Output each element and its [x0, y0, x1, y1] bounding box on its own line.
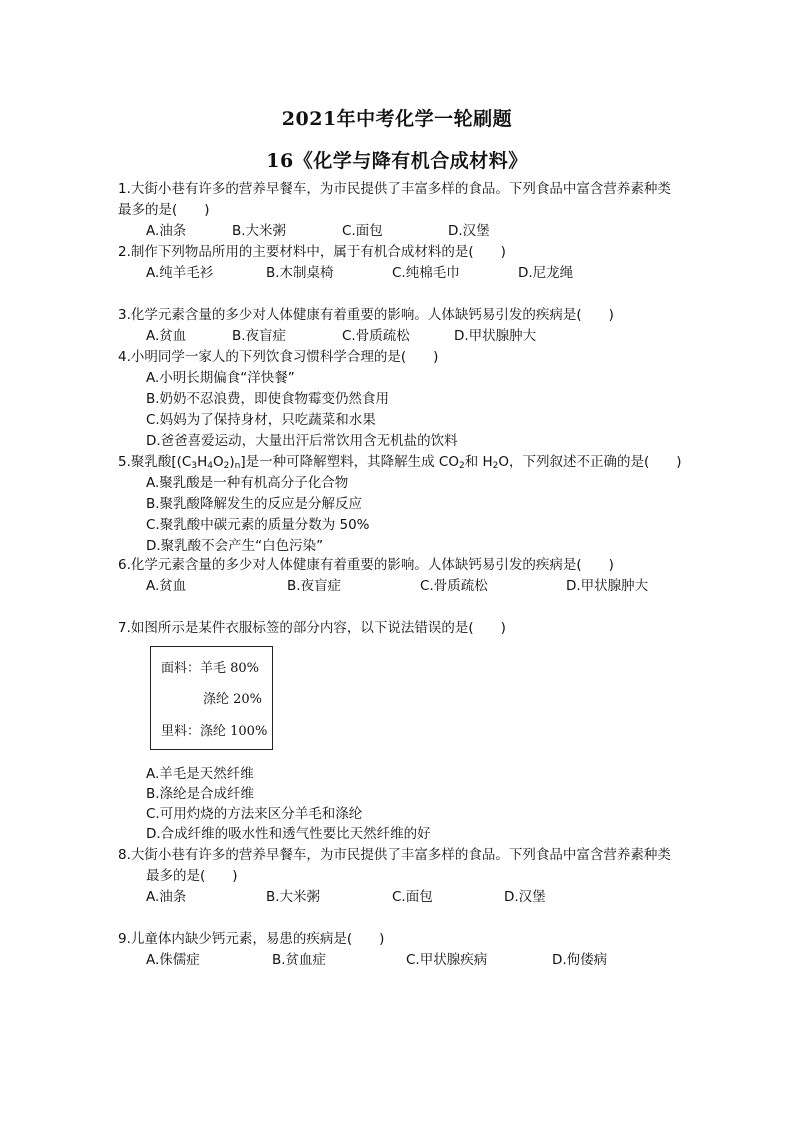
q5-sub-n: n	[234, 461, 241, 471]
q9-stem: 9.儿童体内缺少钙元素，易患的疾病是( )	[118, 931, 385, 947]
q6-option-d: D.甲状腺肿大	[566, 578, 649, 594]
document-title: 2021年中考化学一轮刷题	[281, 108, 513, 130]
q1-option-d: D.汉堡	[448, 223, 490, 239]
q2-option-b: B.木制桌椅	[266, 265, 334, 281]
q5-option-a: A.聚乳酸是一种有机高分子化合物	[146, 475, 349, 491]
q9-option-a: A.侏儒症	[146, 952, 200, 968]
q5-stem-pre: 5.聚乳酸[(C	[118, 454, 192, 470]
q2-option-c: C.纯棉毛巾	[392, 265, 460, 281]
q5-sub-3a: 3	[191, 461, 198, 471]
q1-option-b: B.大米粥	[232, 223, 287, 239]
q6-stem: 6.化学元素含量的多少对人体健康有着重要的影响。人体缺钙易引发的疾病是( )	[118, 557, 614, 573]
q1-option-a: A.油条	[146, 223, 187, 239]
q7-stem: 7.如图所示是某件衣服标签的部分内容，以下说法错误的是( )	[118, 620, 506, 636]
q5-stem-end: O，下列叙述不正确的是( )	[498, 454, 682, 470]
q7-option-b: B.涤纶是合成纤维	[146, 786, 255, 802]
q5-option-d: D.聚乳酸不会产生“白色污染”	[146, 538, 324, 554]
q4-option-c: C.妈妈为了保持身材，只吃蔬菜和水果	[146, 412, 376, 428]
q3-option-d: D.甲状腺肿大	[454, 328, 537, 344]
q1-stem-line1: 1.大街小巷有许多的营养早餐车，为市民提供了丰富多样的食品。下列食品中富含营养素种类	[118, 181, 671, 197]
label-row-lining: 里料：涤纶 100%	[161, 724, 268, 739]
q7-option-c: C.可用灼烧的方法来区分羊毛和涤纶	[146, 806, 363, 822]
q5-stem-o: O	[212, 454, 224, 470]
q1-stem-line2: 最多的是( )	[118, 202, 210, 218]
q2-stem: 2.制作下列物品所用的主要材料中，属于有机合成材料的是( )	[118, 244, 506, 260]
document-subtitle: 16《化学与降有机合成材料》	[266, 150, 528, 172]
q5-sub-2c: 2	[492, 461, 499, 471]
q6-option-c: C.骨质疏松	[420, 578, 488, 594]
q6-option-b: B.夜盲症	[287, 578, 342, 594]
q5-sub-2b: 2	[458, 461, 465, 471]
q9-option-c: C.甲状腺疾病	[406, 952, 488, 968]
label-row-fabric: 面料：羊毛 80%	[161, 661, 260, 676]
label-row-polyester: 涤纶 20%	[203, 692, 263, 707]
q4-stem: 4.小明同学一家人的下列饮食习惯科学合理的是( )	[118, 349, 439, 365]
q5-option-b: B.聚乳酸降解发生的反应是分解反应	[146, 496, 363, 512]
q8-stem-line2: 最多的是( )	[146, 868, 238, 884]
q6-option-a: A.贫血	[146, 578, 187, 594]
clothing-label-figure	[150, 646, 273, 750]
q8-option-a: A.油条	[146, 889, 187, 905]
q5-stem-h: H	[197, 454, 208, 470]
q5-stem-and: 和 H	[464, 454, 493, 470]
q5-option-c: C.聚乳酸中碳元素的质量分数为 50%	[146, 517, 370, 533]
q8-option-c: C.面包	[392, 889, 433, 905]
q5-stem-post: ]是一种可降解塑料，其降解生成 CO	[240, 454, 459, 470]
q3-option-b: B.夜盲症	[232, 328, 287, 344]
q8-stem-line1: 8.大街小巷有许多的营养早餐车，为市民提供了丰富多样的食品。下列食品中富含营养素种类	[118, 847, 671, 863]
q2-option-d: D.尼龙绳	[518, 265, 574, 281]
q3-option-a: A.贫血	[146, 328, 187, 344]
q5-stem-paren: )	[229, 454, 235, 470]
q8-option-d: D.汉堡	[504, 889, 546, 905]
q9-option-b: B.贫血症	[272, 952, 327, 968]
q9-option-d: D.佝偻病	[552, 952, 608, 968]
q4-option-b: B.奶奶不忍浪费，即使食物霉变仍然食用	[146, 391, 390, 407]
q4-option-d: D.爸爸喜爱运动，大量出汗后常饮用含无机盐的饮料	[146, 433, 458, 449]
q8-option-b: B.大米粥	[266, 889, 321, 905]
q2-option-a: A.纯羊毛衫	[146, 265, 214, 281]
q5-sub-4: 4	[207, 461, 213, 471]
q7-option-a: A.羊毛是天然纤维	[146, 766, 254, 782]
q3-option-c: C.骨质疏松	[342, 328, 410, 344]
q4-option-a: A.小明长期偏食“洋快餐”	[146, 370, 295, 386]
q3-stem: 3.化学元素含量的多少对人体健康有着重要的影响。人体缺钙易引发的疾病是( )	[118, 307, 614, 323]
q7-option-d: D.合成纤维的吸水性和透气性要比天然纤维的好	[146, 826, 431, 842]
q5-sub-2a: 2	[223, 461, 230, 471]
q1-option-c: C.面包	[342, 223, 383, 239]
